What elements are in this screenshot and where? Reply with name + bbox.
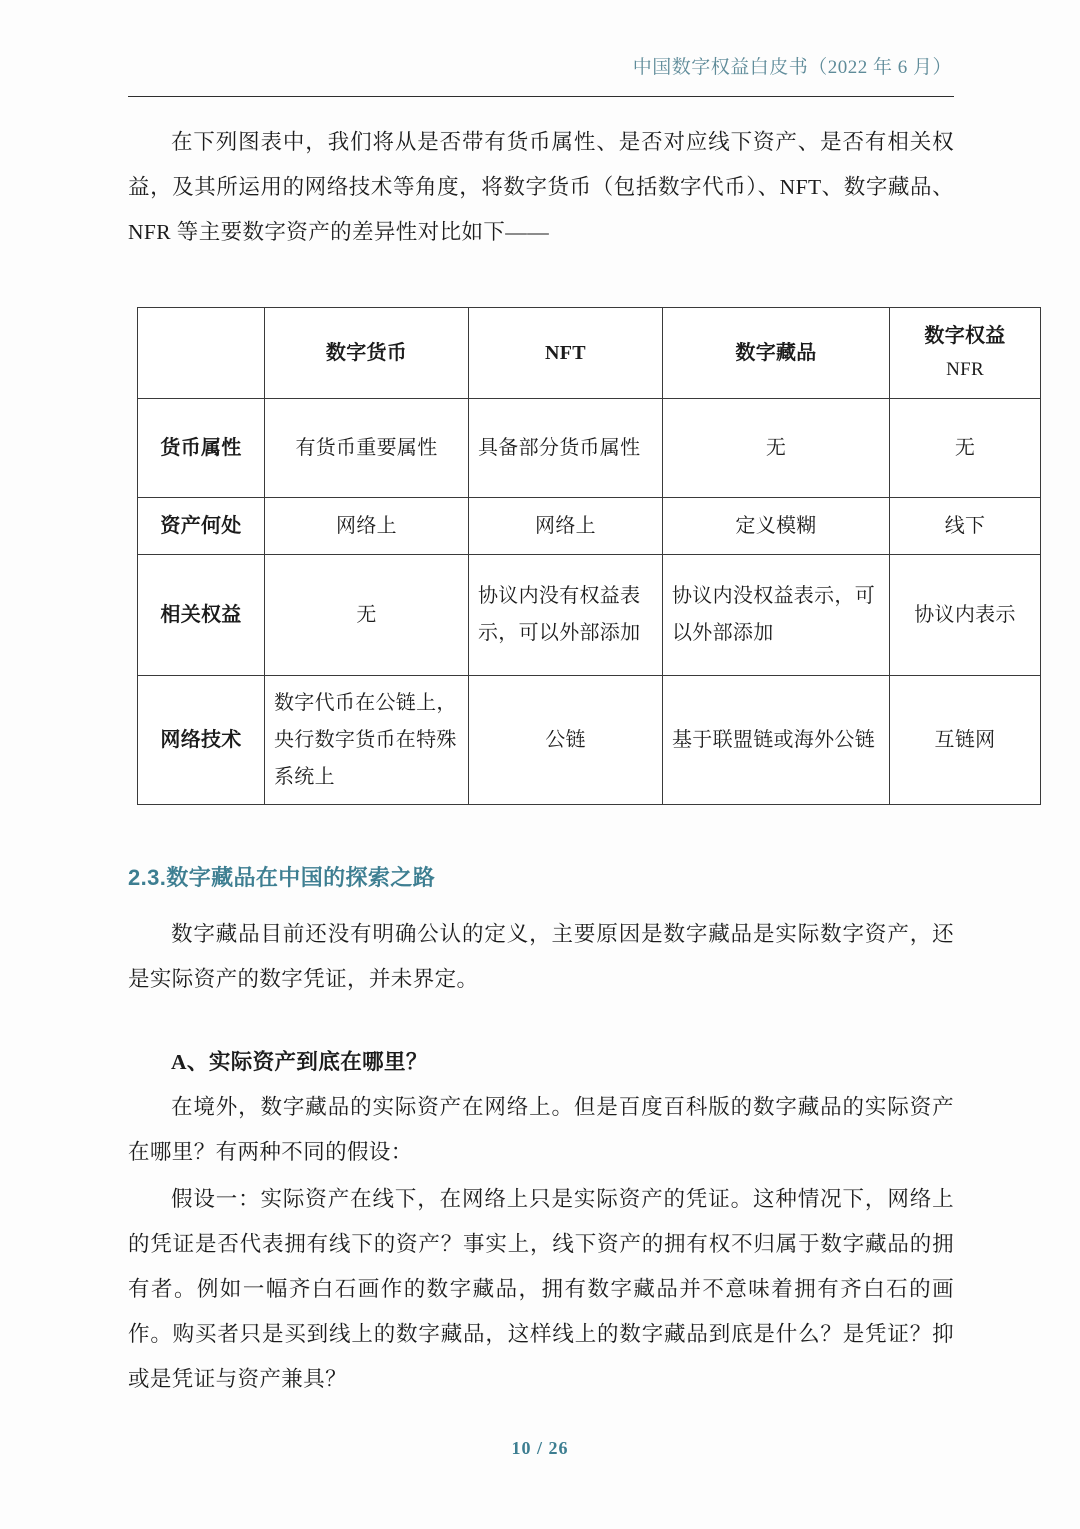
row-label-network-technology: 网络技术 <box>138 676 265 805</box>
page-content <box>128 120 1016 1404</box>
row-label-related-rights: 相关权益 <box>138 555 265 676</box>
table-header-digital-rights-sub: NFR <box>946 359 984 380</box>
cell-network-technology-digital-rights: 互链网 <box>890 676 1041 805</box>
page-number-indicator: 10 / 26 <box>511 1438 569 1458</box>
cell-network-technology-nft: 公链 <box>469 676 663 805</box>
cell-currency-attribute-digital-collection: 无 <box>663 399 890 498</box>
cell-currency-attribute-digital-currency: 有货币重要属性 <box>265 399 469 498</box>
table-header-row <box>138 308 1041 399</box>
cell-related-rights-digital-rights: 协议内表示 <box>890 555 1041 676</box>
table-header-digital-rights-main: 数字权益 <box>924 325 1006 347</box>
table-header-digital-currency: 数字货币 <box>265 308 469 399</box>
table-header-nft: NFT <box>469 308 663 399</box>
table-row <box>138 555 1041 676</box>
cell-related-rights-nft: 协议内没有权益表示，可以外部添加 <box>469 555 663 676</box>
row-label-currency-attribute: 货币属性 <box>138 399 265 498</box>
paragraph-hypothesis-one: 假设一：实际资产在线下，在网络上只是实际资产的凭证。这种情况下，网络上的凭证是否代表拥有线下的资产？事实上，线下资产的拥有权不归属于数字藏品的拥有者。例如一幅齐白石画作的数字藏品，拥有数字藏品并不意味着拥有齐白石的画作。购买者只是买到线上的数字藏品，这样线上的数字藏品到底是什么？是凭证？抑或是凭证与资产兼具？ <box>128 1187 954 1391</box>
cell-network-technology-digital-collection: 基于联盟链或海外公链 <box>663 676 890 805</box>
cell-related-rights-digital-currency: 无 <box>265 555 469 676</box>
subheading-a-real-asset-location: A、实际资产到底在哪里？ <box>171 1050 428 1074</box>
section-paragraph-definition: 数字藏品目前还没有明确公认的定义，主要原因是数字藏品是实际数字资产，还是实际资产的数字凭证，并未界定。 <box>128 922 954 991</box>
table-row <box>138 498 1041 555</box>
digital-asset-comparison-table <box>137 307 1041 805</box>
row-label-asset-location: 资产何处 <box>138 498 265 555</box>
table-header-digital-rights <box>890 308 1041 399</box>
table-row <box>138 676 1041 805</box>
header-divider-rule <box>128 96 954 97</box>
table-row <box>138 399 1041 498</box>
comparison-table-wrapper <box>128 307 1016 805</box>
cell-currency-attribute-digital-rights: 无 <box>890 399 1041 498</box>
cell-network-technology-digital-currency: 数字代币在公链上，央行数字货币在特殊系统上 <box>265 676 469 805</box>
running-header-title: 中国数字权益白皮书（2022 年 6 月） <box>632 57 952 78</box>
table-header-corner-cell <box>138 308 265 399</box>
table-header-digital-collection: 数字藏品 <box>663 308 890 399</box>
cell-asset-location-digital-currency: 网络上 <box>265 498 469 555</box>
cell-related-rights-digital-collection: 协议内没权益表示，可以外部添加 <box>663 555 890 676</box>
intro-paragraph: 在下列图表中，我们将从是否带有货币属性、是否对应线下资产、是否有相关权益，及其所运用的网络技术等角度，将数字货币（包括数字代币）、NFT、数字藏品、NFR 等主要数字资产的差异性对比如下—— <box>128 130 954 244</box>
cell-asset-location-digital-rights: 线下 <box>890 498 1041 555</box>
section-heading-2-3: 2.3.数字藏品在中国的探索之路 <box>128 865 436 890</box>
cell-currency-attribute-nft: 具备部分货币属性 <box>469 399 663 498</box>
paragraph-overseas-assets: 在境外，数字藏品的实际资产在网络上。但是百度百科版的数字藏品的实际资产在哪里？有两种不同的假设： <box>128 1095 954 1164</box>
cell-asset-location-nft: 网络上 <box>469 498 663 555</box>
cell-asset-location-digital-collection: 定义模糊 <box>663 498 890 555</box>
